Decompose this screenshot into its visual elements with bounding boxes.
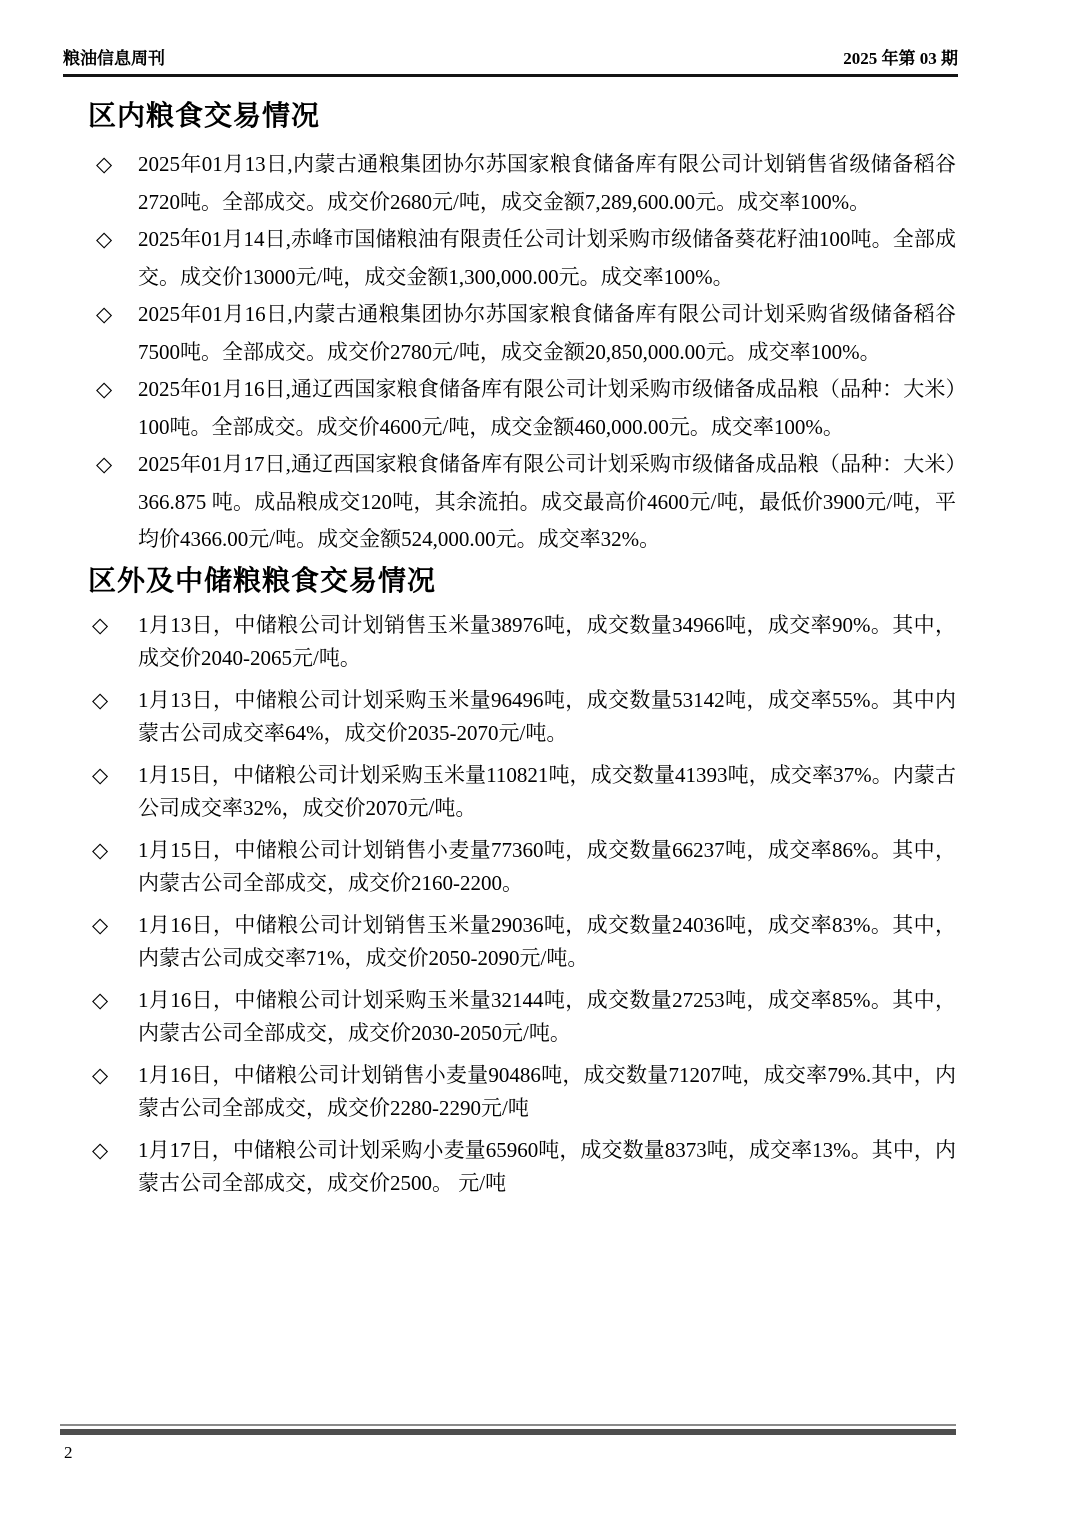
list-item [88,834,956,900]
section-title-external: 区外及中储粮粮食交易情况 [88,564,437,596]
diamond-bullet-icon: ◇ [96,452,113,476]
list-item-text: 2025年01月17日,通辽西国家粮食储备库有限公司计划采购市级储备成品粮（品种：大米）366.875 吨。成品粮成交120吨，其余流拍。成交最高价4600元/吨，最低价3900元/吨，平均价4366.00元/吨。成交金额524,000.00元。成交率32%。 [138,452,956,551]
diamond-bullet-icon: ◇ [92,612,109,637]
list-item [88,371,956,446]
list-item-text: 1月16日，中储粮公司计划销售小麦量90486吨，成交数量71207吨，成交率79%.其中，内蒙古公司全部成交，成交价2280-2290元/吨 [138,1062,956,1120]
diamond-bullet-icon: ◇ [92,837,109,862]
list-item-text: 1月13日，中储粮公司计划采购玉米量96496吨，成交数量53142吨，成交率55%。其中内蒙古公司成交率64%，成交价2035-2070元/吨。 [138,687,956,745]
list-item [88,1134,956,1200]
list-item [88,984,956,1050]
footer-rule-thin [60,1424,956,1426]
list-item-text: 1月16日，中储粮公司计划销售玉米量29036吨，成交数量24036吨，成交率83%。其中，内蒙古公司成交率71%，成交价2050-2090元/吨。 [138,912,956,970]
list-item-text: 1月16日，中储粮公司计划采购玉米量32144吨，成交数量27253吨，成交率85%。其中，内蒙古公司全部成交，成交价2030-2050元/吨。 [138,987,956,1045]
list-item [88,909,956,975]
list-item-text: 2025年01月16日,内蒙古通粮集团协尔苏国家粮食储备库有限公司计划采购省级储备稻谷7500吨。全部成交。成交价2780元/吨，成交金额20,850,000.00元。成交率100%。 [138,302,956,364]
external-trade-list [88,609,956,1200]
list-item [88,446,956,559]
diamond-bullet-icon: ◇ [92,762,109,787]
list-item-text: 1月13日，中储粮公司计划销售玉米量38976吨，成交数量34966吨，成交率90%。其中，成交价2040-2065元/吨。 [138,612,956,670]
list-item-text: 1月17日，中储粮公司计划采购小麦量65960吨，成交数量8373吨，成交率13%。其中，内蒙古公司全部成交，成交价2500。 元/吨 [138,1137,956,1195]
footer-rule-thick [60,1429,956,1435]
list-item-text: 2025年01月14日,赤峰市国储粮油有限责任公司计划采购市级储备葵花籽油100吨。全部成交。成交价13000元/吨，成交金额1,300,000.00元。成交率100%。 [138,227,956,289]
list-item [88,296,956,371]
list-item-text: 2025年01月16日,通辽西国家粮食储备库有限公司计划采购市级储备成品粮（品种：大米）100吨。全部成交。成交价4600元/吨，成交金额460,000.00元。成交率100%。 [138,377,956,439]
list-item-text: 1月15日，中储粮公司计划采购玉米量110821吨，成交数量41393吨，成交率37%。内蒙古公司成交率32%，成交价2070元/吨。 [138,762,956,820]
diamond-bullet-icon: ◇ [92,1062,109,1087]
list-item [88,759,956,825]
diamond-bullet-icon: ◇ [92,912,109,937]
list-item [88,146,956,221]
diamond-bullet-icon: ◇ [96,302,113,326]
list-item [88,221,956,296]
domestic-trade-list [88,146,956,559]
list-item-text: 1月15日，中储粮公司计划销售小麦量77360吨，成交数量66237吨，成交率86%。其中，内蒙古公司全部成交，成交价2160-2200。 [138,837,956,895]
diamond-bullet-icon: ◇ [92,1137,109,1162]
section-title-domestic: 区内粮食交易情况 [88,100,321,131]
page-content [88,100,956,1209]
list-item [88,1059,956,1125]
list-item-text: 2025年01月13日,内蒙古通粮集团协尔苏国家粮食储备库有限公司计划销售省级储备稻谷2720吨。全部成交。成交价2680元/吨，成交金额7,289,600.00元。成交率100%。 [138,152,956,214]
list-item [88,684,956,750]
page-number: 2 [64,1443,73,1462]
diamond-bullet-icon: ◇ [92,987,109,1012]
diamond-bullet-icon: ◇ [92,687,109,712]
page-header [63,44,958,77]
diamond-bullet-icon: ◇ [96,227,113,251]
header-journal-title: 粮油信息周刊 [63,49,165,68]
header-issue: 2025 年第 03 期 [843,49,958,68]
diamond-bullet-icon: ◇ [96,377,113,401]
diamond-bullet-icon: ◇ [96,152,113,176]
list-item [88,609,956,675]
